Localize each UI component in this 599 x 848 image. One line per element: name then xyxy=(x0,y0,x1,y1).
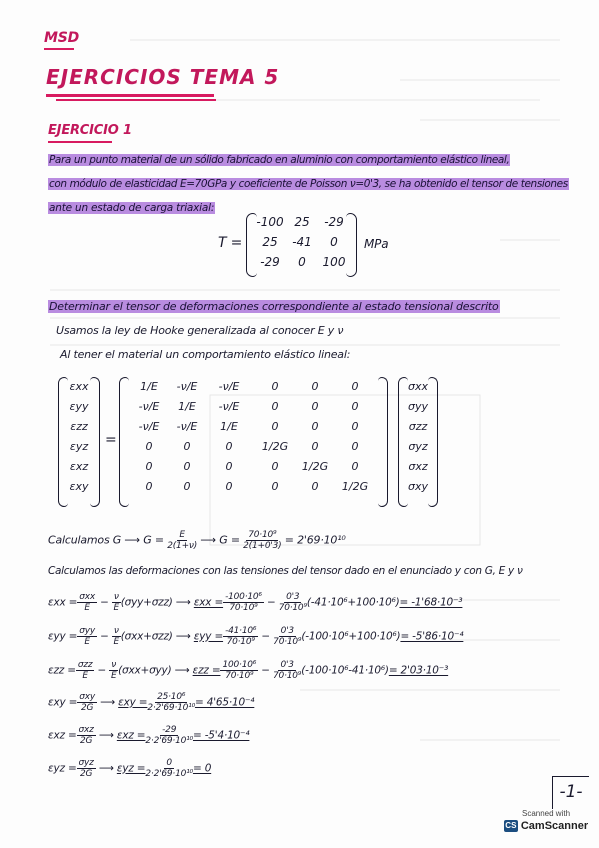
camscanner-watermark: Scanned with CS CamScanner xyxy=(505,809,589,832)
shear-lhs-substituted: εxy = xyxy=(118,696,148,709)
fraction xyxy=(77,692,97,713)
statement-line-1: Para un punto material de un sólido fabricado en aluminio con comportamiento elástico lineal, xyxy=(49,154,510,166)
task-line-2: Usamos la ley de Hooke generalizada al conocer E y ν xyxy=(56,324,344,337)
fraction-numerator: ν xyxy=(113,592,119,602)
fraction-denominator: 70·10⁹ xyxy=(273,637,302,647)
fraction-denominator: 70·10⁹ xyxy=(226,637,255,647)
strain-lhs-substituted: εyy = xyxy=(193,630,224,643)
strain-component: εxz xyxy=(69,460,89,473)
page-title: EJERCICIOS TEMA 5 xyxy=(46,65,280,89)
fraction-denominator: 2·2'69·10¹⁰ xyxy=(145,769,193,779)
compliance-cell: -ν/E xyxy=(176,420,198,433)
hooke-equals: = xyxy=(105,432,117,448)
strain-lhs: εyy = xyxy=(48,630,78,643)
strain-component: εxy xyxy=(69,480,89,493)
task-line-1: Determinar el tensor de deformaciones correspondiente al estado tensional descrito xyxy=(49,300,499,313)
compliance-cell: -ν/E xyxy=(138,400,160,413)
compliance-cell: 0 xyxy=(311,480,319,493)
fraction xyxy=(77,626,97,647)
arrow-icon: ⟶ xyxy=(124,533,144,547)
task-line-3: Al tener el material un comportamiento elástico lineal: xyxy=(60,348,351,361)
camscanner-logo-icon: CS xyxy=(505,821,517,830)
fraction-numerator: -100·10⁶ xyxy=(225,592,262,602)
strain-component: εzz xyxy=(70,420,88,433)
compliance-cell: 0 xyxy=(351,420,359,433)
tensor-cell: -29 xyxy=(260,255,280,269)
fraction-numerator: σxx xyxy=(79,592,96,602)
arrow-icon: ⟶ xyxy=(97,696,119,709)
normal-strain-equation: εyy = $\frac{\text{σyy}}{E}$ − $\frac{\nu}{E}$ (σxx+σzz) ⟶ εyy = $\frac{\text{-41·10⁶}}{\text{70·10⁹}}$ − $\frac{0'3}{\text{70·10⁹}}$ (-100·10⁶+100·10⁶)= -5'86·10⁻⁴ xyxy=(48,626,464,647)
fraction xyxy=(223,626,258,647)
stress-component: σxz xyxy=(408,460,428,473)
stress-sum-values: (-100·10⁶+100·10⁶) xyxy=(301,630,401,643)
fraction-denominator: 70·10⁹ xyxy=(278,603,307,613)
fraction xyxy=(279,592,307,613)
strain-component: εxx xyxy=(69,380,89,393)
arrow-icon: ⟶ xyxy=(95,762,117,775)
compliance-cell: 0 xyxy=(145,460,153,473)
stress-sum: (σyy+σzz) xyxy=(120,596,173,609)
compliance-cell: 1/E xyxy=(140,380,158,393)
fraction-numerator: 0'3 xyxy=(286,592,300,602)
shear-lhs-substituted: εyz = xyxy=(116,762,146,775)
fraction-denominator: E xyxy=(113,603,120,613)
fraction-denominator: E xyxy=(84,637,90,647)
title-underline-2 xyxy=(56,99,216,101)
fraction xyxy=(273,660,301,681)
arrow-icon: ⟶ xyxy=(172,630,194,643)
strain-lhs-substituted: εxx = xyxy=(193,596,224,609)
fraction xyxy=(76,660,95,681)
fraction xyxy=(220,660,258,681)
arrow-icon: ⟶ xyxy=(95,729,117,742)
compliance-left-bracket xyxy=(119,377,129,507)
exercise-underline xyxy=(48,141,112,143)
shear-strain-equation xyxy=(48,758,211,779)
strain-lhs: εxx = xyxy=(48,596,78,609)
fraction-denominator: 70·10⁹ xyxy=(225,671,254,681)
fraction xyxy=(145,758,193,779)
fraction-denominator: 2G xyxy=(80,703,94,713)
tensor-cell: 25 xyxy=(262,235,278,249)
compliance-cell: 0 xyxy=(183,440,191,453)
stress-component: σyz xyxy=(408,440,428,453)
tensor-cell: 0 xyxy=(298,255,306,269)
fraction xyxy=(77,592,97,613)
compliance-cell: 0 xyxy=(271,380,279,393)
compliance-cell: 0 xyxy=(351,400,359,413)
stress-sum: (σxx+σyy) xyxy=(118,664,172,677)
compliance-cell: 0 xyxy=(351,380,359,393)
fraction xyxy=(109,660,118,681)
shear-lhs-substituted: εxz = xyxy=(116,729,146,742)
compliance-cell: 0 xyxy=(311,420,319,433)
compliance-cell: 0 xyxy=(271,420,279,433)
compliance-cell: 1/E xyxy=(220,420,238,433)
fraction-numerator: ν xyxy=(111,660,117,670)
fraction-numerator: 100·10⁶ xyxy=(222,660,257,670)
compliance-cell: 1/2G xyxy=(341,480,369,493)
fraction-denominator: 2G xyxy=(79,736,93,746)
title-underline xyxy=(46,94,214,97)
subject-underline xyxy=(44,48,74,50)
fraction-denominator: 2·2'69·10¹⁰ xyxy=(147,703,195,713)
fraction-denominator: 70·10⁹ xyxy=(229,603,258,613)
page-number: -1- xyxy=(552,776,589,809)
compliance-cell: 1/2G xyxy=(301,460,329,473)
compliance-cell: 0 xyxy=(311,380,319,393)
shear-result: = -5'4·10⁻⁴ xyxy=(192,729,250,742)
tensor-cell: -41 xyxy=(292,235,312,249)
fraction-numerator: 0'3 xyxy=(280,626,294,636)
stress-sum-values: (-41·10⁶+100·10⁶) xyxy=(306,596,400,609)
fraction-denominator: 2G xyxy=(79,769,93,779)
stress-sum: (σxx+σzz) xyxy=(120,630,173,643)
fraction xyxy=(112,592,121,613)
compliance-cell: 0 xyxy=(271,480,279,493)
shear-strain-equation xyxy=(48,725,249,746)
strain-result: = -5'86·10⁻⁴ xyxy=(400,630,464,643)
fraction xyxy=(273,626,301,647)
fraction-numerator: -41·10⁶ xyxy=(225,626,257,636)
fraction-numerator: 0'3 xyxy=(280,660,294,670)
tensor-cell: 25 xyxy=(294,215,310,229)
compliance-cell: 0 xyxy=(225,480,233,493)
fraction-numerator: σyz xyxy=(78,758,94,768)
compliance-right-bracket xyxy=(378,377,388,507)
normal-strain-equation: εzz = $\frac{\text{σzz}}{E}$ − $\frac{\nu}{E}$ (σxx+σyy) ⟶ εzz = $\frac{\text{100·10⁶}}{\text{70·10⁹}}$ − $\frac{0'3}{\text{70·10⁹}}$ (-100·10⁶-41·10⁶)= 2'03·10⁻³ xyxy=(48,660,449,681)
strain-lhs: εzz = xyxy=(48,664,76,677)
fraction xyxy=(147,692,195,713)
stress-sum-values: (-100·10⁶-41·10⁶) xyxy=(301,664,389,677)
strain-lhs-substituted: εzz = xyxy=(192,664,221,677)
shear-result: = 0 xyxy=(192,762,212,775)
fraction xyxy=(112,626,121,647)
fraction xyxy=(223,592,264,613)
compliance-cell: 0 xyxy=(311,440,319,453)
fraction xyxy=(145,725,193,746)
fraction-denominator: E xyxy=(113,637,120,647)
shear-strain-equation xyxy=(48,692,254,713)
compliance-cell: 0 xyxy=(145,440,153,453)
fraction xyxy=(77,725,96,746)
fraction-numerator: σxz xyxy=(78,725,94,735)
tensor-cell: -29 xyxy=(324,215,344,229)
strain-intro: Calculamos las deformaciones con las tensiones del tensor dado en el enunciado y con G, E y ν xyxy=(48,565,523,577)
shear-result: = 4'65·10⁻⁴ xyxy=(194,696,255,709)
compliance-cell: 0 xyxy=(351,460,359,473)
fraction-denominator: E xyxy=(84,603,90,613)
stress-component: σyy xyxy=(408,400,428,413)
fraction-numerator: 25·10⁶ xyxy=(157,692,186,702)
fraction-numerator: σyy xyxy=(79,626,96,636)
compliance-cell: -ν/E xyxy=(218,400,240,413)
fraction-denominator: E xyxy=(82,671,88,681)
compliance-cell: 0 xyxy=(351,440,359,453)
fraction-denominator: 2·2'69·10¹⁰ xyxy=(145,736,193,746)
fraction-numerator: ν xyxy=(113,626,119,636)
tensor-unit: MPa xyxy=(364,237,389,251)
compliance-cell: 1/E xyxy=(178,400,196,413)
compliance-cell: 0 xyxy=(225,440,233,453)
compliance-cell: 1/2G xyxy=(261,440,289,453)
stress-component: σxy xyxy=(408,480,428,493)
compliance-cell: 0 xyxy=(311,400,319,413)
normal-strain-equation: εxx = $\frac{\text{σxx}}{E}$ − $\frac{\nu}{E}$ (σyy+σzz) ⟶ εxx = $\frac{\text{-100·10⁶}}{\text{70·10⁹}}$ − $\frac{0'3}{\text{70·10⁹}}$ (-41·10⁶+100·10⁶)= -1'68·10⁻³ xyxy=(48,592,463,613)
fraction-numerator: σzz xyxy=(77,660,93,670)
compliance-cell: -ν/E xyxy=(218,380,240,393)
fraction xyxy=(77,758,96,779)
statement-line-2: con módulo de elasticidad E=70GPa y coeficiente de Poisson ν=0'3, se ha obtenido el tensor de tensiones xyxy=(49,178,568,190)
fraction-numerator: σxy xyxy=(79,692,96,702)
fraction-denominator: 70·10⁹ xyxy=(273,671,302,681)
compliance-cell: 0 xyxy=(183,480,191,493)
compliance-cell: -ν/E xyxy=(176,380,198,393)
strain-component: εyz xyxy=(69,440,89,453)
fraction-denominator: E xyxy=(110,671,117,681)
compliance-cell: 0 xyxy=(183,460,191,473)
strain-result: = -1'68·10⁻³ xyxy=(399,596,463,609)
shear-lhs: εxy = xyxy=(48,696,78,709)
subject-label: MSD xyxy=(44,30,80,46)
exercise-heading: EJERCICIO 1 xyxy=(48,123,132,138)
compliance-cell: 0 xyxy=(145,480,153,493)
strain-result: = 2'03·10⁻³ xyxy=(388,664,449,677)
g-calc-line: Calculamos G ⟶ G = $\frac{E}{2(1+\nu)}$ ⟶ G = $\frac{\text{70·10⁹}}{2(1+0'3)}$ = 2'69·10¹⁰ xyxy=(48,530,346,551)
strain-component: εyy xyxy=(69,400,89,413)
stress-component: σzz xyxy=(408,420,428,433)
tensor-cell: -100 xyxy=(256,215,284,229)
stress-component: σxx xyxy=(408,380,428,393)
arrow-icon: ⟶ xyxy=(171,664,193,677)
arrow-icon: ⟶ xyxy=(172,596,194,609)
compliance-cell: 0 xyxy=(271,460,279,473)
fraction-numerator: -29 xyxy=(162,725,177,735)
tensor-cell: 0 xyxy=(330,235,338,249)
compliance-cell: 0 xyxy=(271,400,279,413)
statement-line-3: ante un estado de carga triaxial: xyxy=(49,202,215,214)
fraction-numerator: 0 xyxy=(166,758,172,768)
tensor-cell: 100 xyxy=(322,255,346,269)
shear-lhs: εyz = xyxy=(48,762,77,775)
compliance-cell: 0 xyxy=(225,460,233,473)
arrow-icon: ⟶ xyxy=(200,533,220,547)
shear-lhs: εxz = xyxy=(48,729,77,742)
compliance-cell: -ν/E xyxy=(138,420,160,433)
tensor-symbol: T = xyxy=(218,235,243,251)
